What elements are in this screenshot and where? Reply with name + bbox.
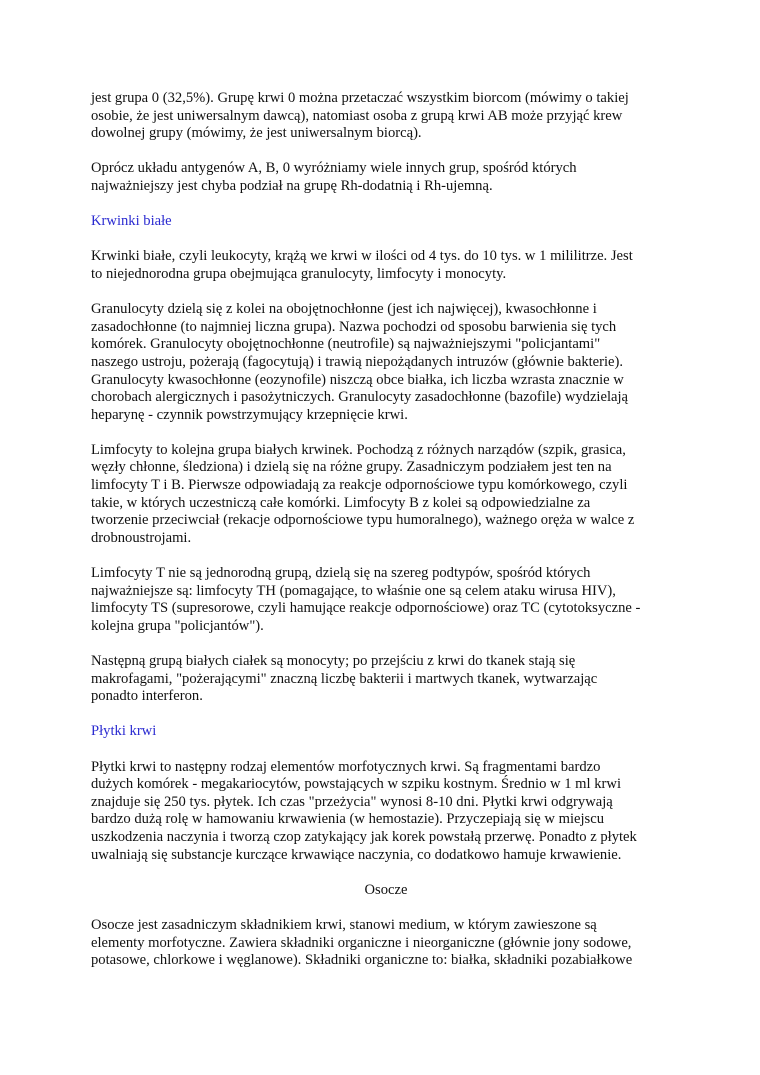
text-line: limfocyty TS (supresorowe, czyli hamujące reakcje odpornościowe) oraz TC (cytotoksyczne - <box>91 600 641 617</box>
text-line: znajduje się 250 tys. płytek. Ich czas "przeżycia" wynosi 8-10 dni. Płytki krwi odgrywają <box>91 793 613 810</box>
paragraph-t-lymphocytes <box>91 565 681 635</box>
text-line: drobnoustrojami. <box>91 529 192 546</box>
text-line: Limfocyty T nie są jednorodną grupą, dzielą się na szereg podtypów, spośród których <box>91 565 591 582</box>
text-line: chorobach alergicznych i pasożytniczych. Granulocyty zasadochłonne (bazofile) wydzielają <box>91 389 629 406</box>
text-line: Limfocyty to kolejna grupa białych krwinek. Pochodzą z różnych narządów (szpik, grasica, <box>91 441 626 458</box>
text-line: węzły chłonne, śledziona) i dzielą się na różne grupy. Zasadniczym podziałem jest ten na <box>91 459 612 476</box>
section-heading-plasma: Osocze <box>364 881 408 898</box>
text-line: dużych komórek - megakariocytów, powstających w szpiku kostnym. Średnio w 1 ml krwi <box>91 776 621 793</box>
text-line: uszkodzenia naczynia i tworzą czop zatykający jak korek powstałą przerwę. Ponadto z płytek <box>91 828 637 845</box>
text-line: takie, w których uczestniczą całe komórki. Limfocyty B z kolei są odpowiedzialne za <box>91 494 591 511</box>
paragraph-blood-groups <box>91 90 681 143</box>
text-line: osobie, że jest uniwersalnym dawcą), natomiast osoba z grupą krwi AB może przyjąć krew <box>91 107 623 124</box>
text-line: makrofagami, "pożerającymi" znaczną liczbę bakterii i martwych tkanek, wytwarzając <box>91 670 598 687</box>
text-line: dowolnej grupy (mówimy, że jest uniwersalnym biorcą). <box>91 125 422 142</box>
paragraph-platelets <box>91 759 681 865</box>
document-body <box>91 90 681 987</box>
section-heading-white-cells: Krwinki białe <box>91 213 172 230</box>
text-line: ponadto interferon. <box>91 688 203 705</box>
text-line: najważniejszy jest chyba podział na grupę Rh-dodatnią i Rh-ujemną. <box>91 177 493 194</box>
text-line: limfocyty T i B. Pierwsze odpowiadają za reakcje odpornościowe typu komórkowego, czyli <box>91 477 628 494</box>
paragraph-plasma <box>91 917 681 970</box>
text-line: bardzo dużą rolę w hamowaniu krwawienia (w hemostazie). Przyczepiają się w miejscu <box>91 811 605 828</box>
text-line: elementy morfotyczne. Zawiera składniki organiczne i nieorganiczne (głównie jony sodowe, <box>91 934 632 951</box>
text-line: Płytki krwi to następny rodzaj elementów morfotycznych krwi. Są fragmentami bardzo <box>91 758 601 775</box>
text-line: zasadochłonne (to najmniej liczna grupa). Nazwa pochodzi od sposobu barwienia się tych <box>91 318 617 335</box>
text-line: Granulocyty kwasochłonne (eozynofile) niszczą obce białka, ich liczba wzrasta znacznie w <box>91 371 624 388</box>
paragraph-lymphocytes <box>91 442 681 548</box>
text-line: Krwinki białe, czyli leukocyty, krążą we krwi w ilości od 4 tys. do 10 tys. w 1 mililitrze. Jest <box>91 248 633 265</box>
text-line: jest grupa 0 (32,5%). Grupę krwi 0 można przetaczać wszystkim biorcom (mówimy o takiej <box>91 90 629 106</box>
paragraph-leukocytes <box>91 248 681 283</box>
text-line: Oprócz układu antygenów A, B, 0 wyróżniamy wiele innych grup, spośród których <box>91 160 577 177</box>
paragraph-antigens <box>91 160 681 195</box>
section-heading-platelets: Płytki krwi <box>91 723 157 740</box>
text-line: Osocze jest zasadniczym składnikiem krwi, stanowi medium, w którym zawieszone są <box>91 916 597 933</box>
text-line: Następną grupą białych ciałek są monocyty; po przejściu z krwi do tkanek stają się <box>91 653 576 669</box>
text-line: najważniejsze są: limfocyty TH (pomagające, to właśnie one są celem ataku wirusa HIV), <box>91 582 616 599</box>
text-line: komórek. Granulocyty obojętnochłonne (neutrofile) są najważniejszymi "policjantami" <box>91 336 601 353</box>
paragraph-granulocytes <box>91 301 681 424</box>
text-line: potasowe, chlorkowe i węglanowe). Składniki organiczne to: białka, składniki pozabiałkowe <box>91 952 633 969</box>
text-line: to niejednorodna grupa obejmująca granulocyty, limfocyty i monocyty. <box>91 265 507 282</box>
text-line: kolejna grupa "policjantów"). <box>91 617 264 634</box>
text-line: heparynę - czynnik powstrzymujący krzepnięcie krwi. <box>91 406 408 423</box>
paragraph-monocytes <box>91 653 681 706</box>
text-line: naszego ustroju, pożerają (fagocytują) i trawią niepożądanych intruzów (głównie bakterie). <box>91 353 624 370</box>
text-line: uwalniają się substancje kurczące krwawiące naczynia, co dodatkowo hamuje krwawienie. <box>91 846 622 863</box>
text-line: tworzenie przeciwciał (rekacje odpornościowe typu humoralnego), ważnego oręża w walce z <box>91 512 635 529</box>
text-line: Granulocyty dzielą się z kolei na obojętnochłonne (jest ich najwięcej), kwasochłonne i <box>91 301 597 318</box>
